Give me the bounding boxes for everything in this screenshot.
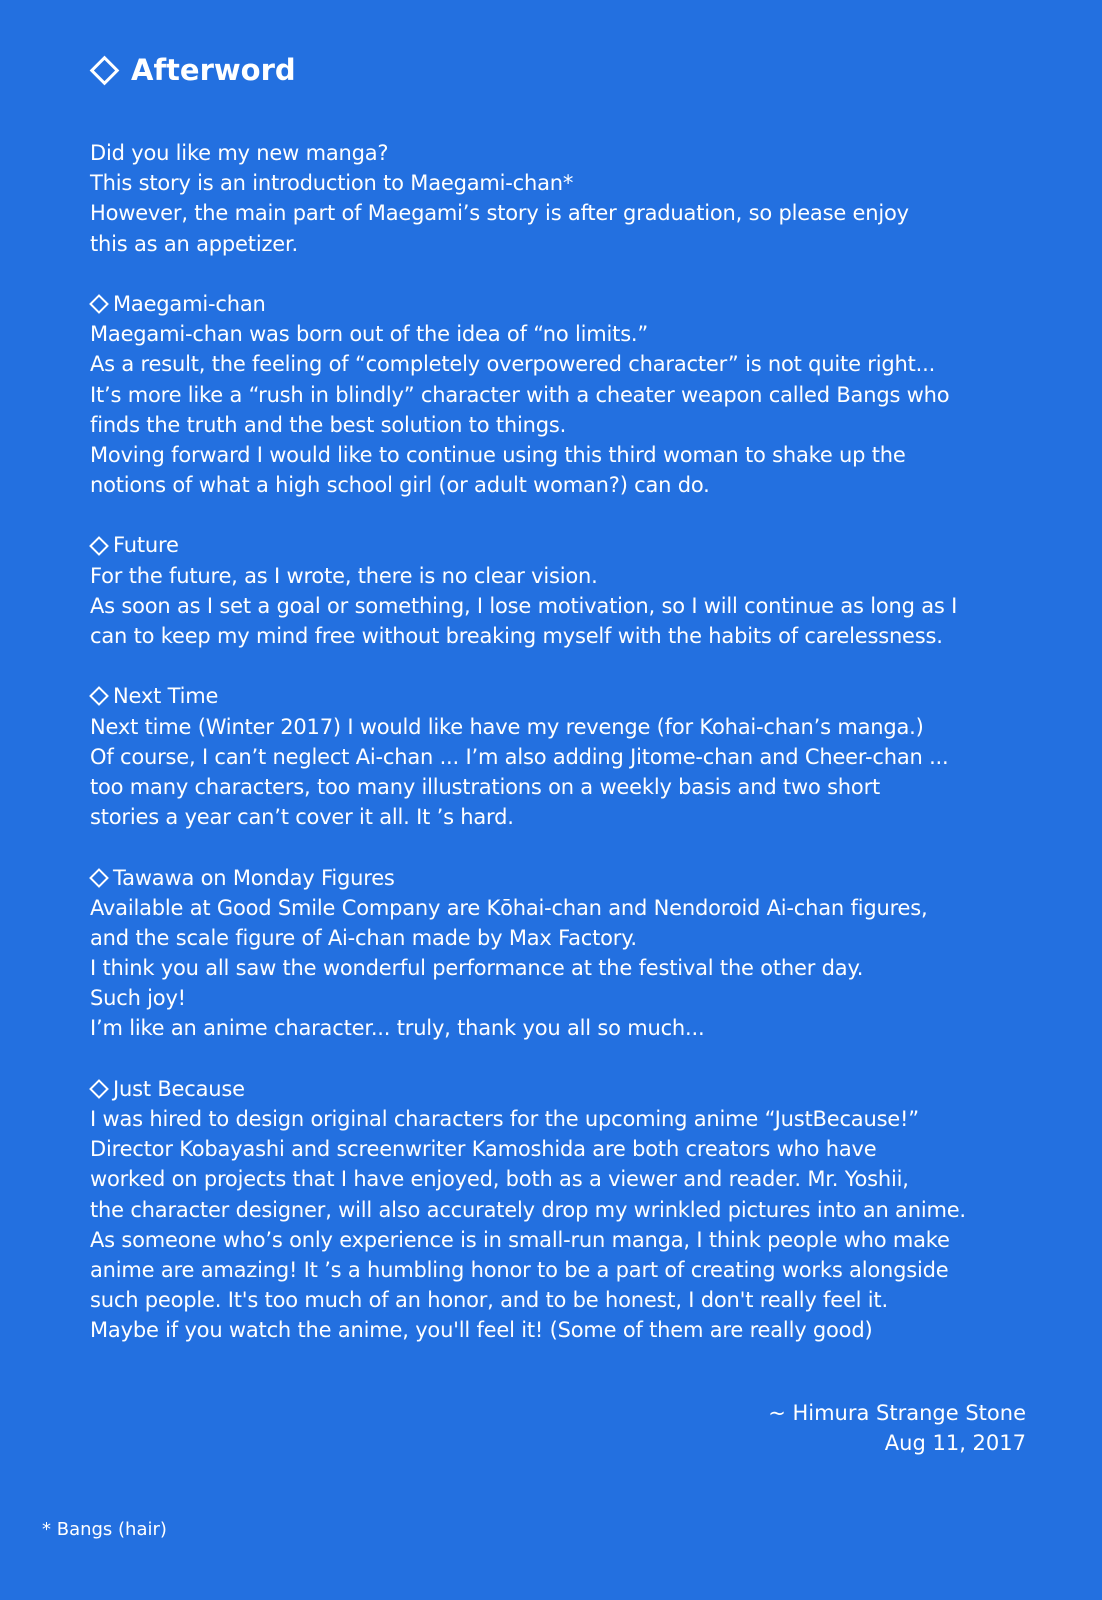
section-just-because (90, 1074, 1030, 1346)
paragraph-line: Director Kobayashi and screenwriter Kamoshida are both creators who have (90, 1137, 877, 1162)
paragraph-line: Maybe if you watch the anime, you'll feel it! (Some of them are really good) (90, 1318, 873, 1343)
intro-line: However, the main part of Maegami’s story is after graduation, so please enjoy (90, 201, 909, 226)
intro-paragraph (90, 138, 1030, 259)
diamond-icon (89, 536, 109, 556)
paragraph-line: Moving forward I would like to continue using this third woman to shake up the (90, 442, 906, 467)
section-heading (90, 289, 1030, 319)
afterword-content (90, 50, 1030, 1376)
paragraph-line: As a result, the feeling of “completely overpowered character” is not quite right... (90, 352, 936, 377)
intro-line: This story is an introduction to Maegami-chan* (90, 171, 574, 196)
intro-line: this as an appetizer. (90, 231, 298, 256)
section-maegami-chan (90, 289, 1030, 500)
paragraph-line: Such joy! (90, 986, 186, 1011)
section-future (90, 530, 1030, 651)
section-heading (90, 530, 1030, 560)
section-heading-text: Maegami-chan (113, 291, 266, 316)
paragraph-line: Of course, I can’t neglect Ai-chan ... I’m also adding Jitome-chan and Cheer-chan ... (90, 744, 949, 769)
paragraph-line: notions of what a high school girl (or adult woman?) can do. (90, 473, 710, 498)
section-heading-text: Future (113, 533, 179, 558)
paragraph-line: It’s more like a “rush in blindly” character with a cheater weapon called Bangs who (90, 382, 950, 407)
intro-line: Did you like my new manga? (90, 141, 389, 165)
section-figures (90, 863, 1030, 1044)
paragraph-line: finds the truth and the best solution to things. (90, 412, 567, 437)
paragraph-line: Next time (Winter 2017) I would like have my revenge (for Kohai-chan’s manga.) (90, 714, 924, 739)
diamond-icon (89, 1079, 109, 1099)
diamond-icon (90, 55, 120, 85)
paragraph-line: can to keep my mind free without breaking myself with the habits of carelessness. (90, 624, 943, 648)
section-heading-text: Tawawa on Monday Figures (113, 865, 395, 890)
paragraph-line: Available at Good Smile Company are Kōhai-chan and Nendoroid Ai-chan figures, (90, 895, 928, 920)
section-heading (90, 681, 1030, 711)
paragraph-line: I’m like an anime character... truly, thank you all so much... (90, 1016, 705, 1041)
paragraph-line: I was hired to design original characters for the upcoming anime “JustBecause!” (90, 1107, 919, 1131)
title-text: Afterword (131, 53, 296, 87)
paragraph-line: the character designer, will also accurately drop my wrinkled pictures into an anime. (90, 1197, 966, 1222)
diamond-icon (89, 687, 109, 707)
section-heading-text: Next Time (113, 684, 219, 709)
section-heading (90, 863, 1030, 893)
diamond-icon (89, 868, 109, 888)
paragraph-line: stories a year can’t cover it all. It ’s hard. (90, 805, 514, 830)
paragraph-line: worked on projects that I have enjoyed, both as a viewer and reader. Mr. Yoshii, (90, 1167, 909, 1192)
footnote: * Bangs (hair) (42, 1519, 167, 1540)
paragraph-line: As soon as I set a goal or something, I lose motivation, so I will continue as long as I (90, 593, 958, 618)
paragraph-line: too many characters, too many illustrations on a weekly basis and two short (90, 774, 881, 799)
signature-block (768, 1398, 1026, 1458)
signature-name: ~ Himura Strange Stone (768, 1401, 1026, 1425)
section-next-time (90, 681, 1030, 832)
paragraph-line: anime are amazing! It ’s a humbling honor to be a part of creating works alongside (90, 1257, 949, 1282)
paragraph-line: As someone who’s only experience is in small-run manga, I think people who make (90, 1227, 950, 1252)
paragraph-line: Maegami-chan was born out of the idea of “no limits.” (90, 322, 649, 347)
paragraph-line: and the scale figure of Ai-chan made by Max Factory. (90, 925, 637, 950)
section-heading (90, 1074, 1030, 1104)
afterword-title (90, 50, 1030, 90)
paragraph-line: For the future, as I wrote, there is no clear vision. (90, 563, 598, 588)
paragraph-line: such people. It's too much of an honor, and to be honest, I don't really feel it. (90, 1288, 888, 1313)
signature-date: Aug 11, 2017 (884, 1431, 1026, 1455)
diamond-icon (89, 294, 109, 314)
section-heading-text: Just Because (113, 1076, 245, 1101)
paragraph-line: I think you all saw the wonderful performance at the festival the other day. (90, 956, 864, 981)
